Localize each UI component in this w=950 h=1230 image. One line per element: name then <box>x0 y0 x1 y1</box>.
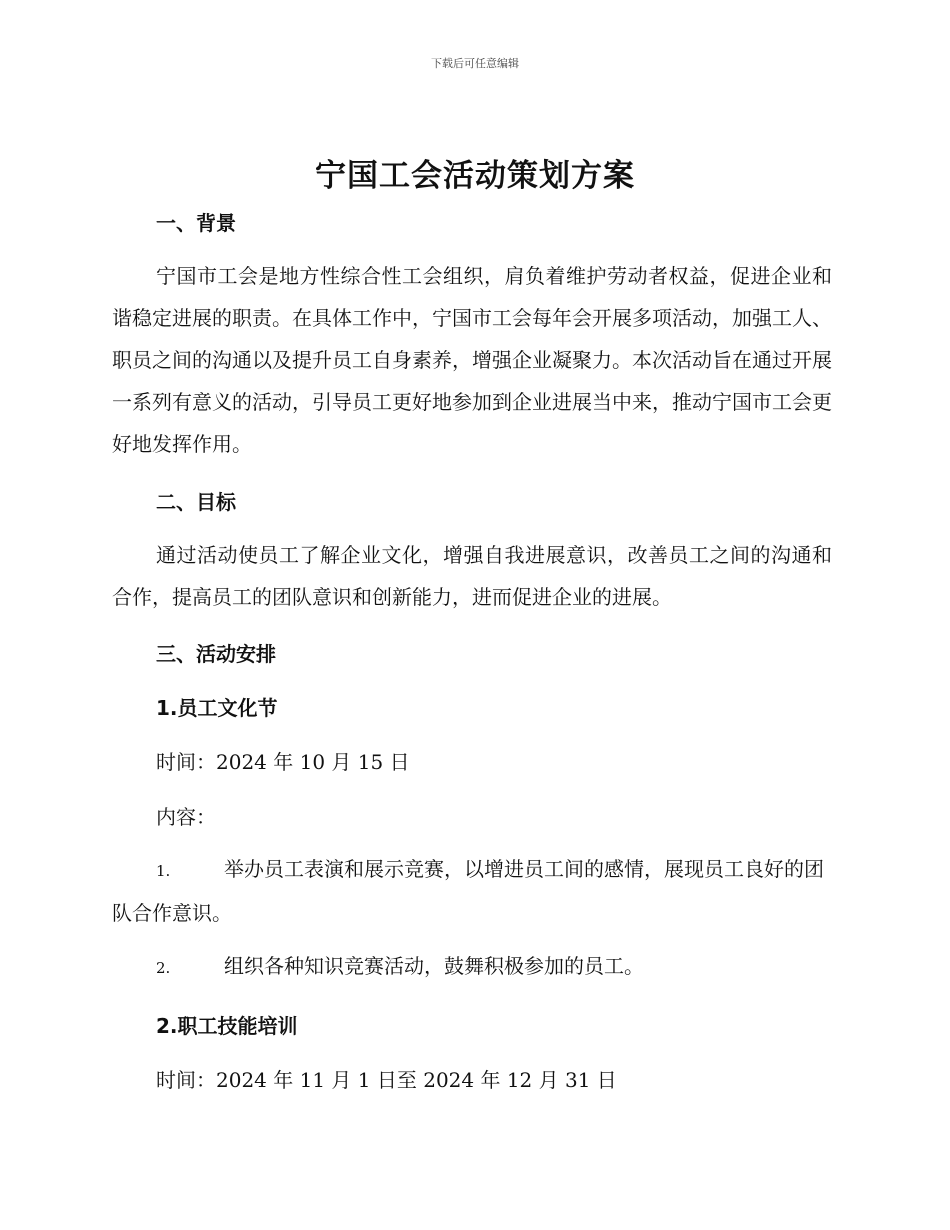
document-title: 宁国工会活动策划方案 <box>315 158 635 194</box>
item-text: 组织各种知识竞赛活动，鼓舞积极参加的员工。 <box>224 954 644 978</box>
event2-title: 2.职工技能培训 <box>156 1014 298 1038</box>
paragraph-goal: 通过活动使员工了解企业文化，增强自我进展意识，改善员工之间的沟通和合作，提高员工的团队意识和创新能力，进而促进企业的进展。 <box>112 543 832 609</box>
event1-title: 1.员工文化节 <box>156 696 278 720</box>
item-number: 1. <box>156 862 171 880</box>
heading-arrangement: 三、活动安排 <box>156 642 276 666</box>
heading-goal: 二、目标 <box>156 490 236 514</box>
event1-item-2 <box>112 945 832 989</box>
heading-background: 一、背景 <box>156 211 236 235</box>
paragraph-background: 宁国市工会是地方性综合性工会组织，肩负着维护劳动者权益，促进企业和谐稳定进展的职责。在具体工作中，宁国市工会每年会开展多项活动，加强工人、职员之间的沟通以及提升员工自身素养，增强企业凝聚力。本次活动旨在通过开展一系列有意义的活动，引导员工更好地参加到企业进展当中来，推动宁国市工会更好地发挥作用。 <box>112 264 832 456</box>
event1-content-label: 内容： <box>156 805 216 829</box>
item-number: 2. <box>156 959 171 977</box>
event1-item-1 <box>112 848 832 934</box>
item-text: 举办员工表演和展示竞赛，以增进员工间的感情，展现员工良好的团队合作意识。 <box>112 857 824 925</box>
event1-time: 时间：2024 年 10 月 15 日 <box>156 750 410 774</box>
header-note: 下载后可任意编辑 <box>431 57 519 70</box>
event2-time: 时间：2024 年 11 月 1 日至 2024 年 12 月 31 日 <box>156 1068 617 1092</box>
